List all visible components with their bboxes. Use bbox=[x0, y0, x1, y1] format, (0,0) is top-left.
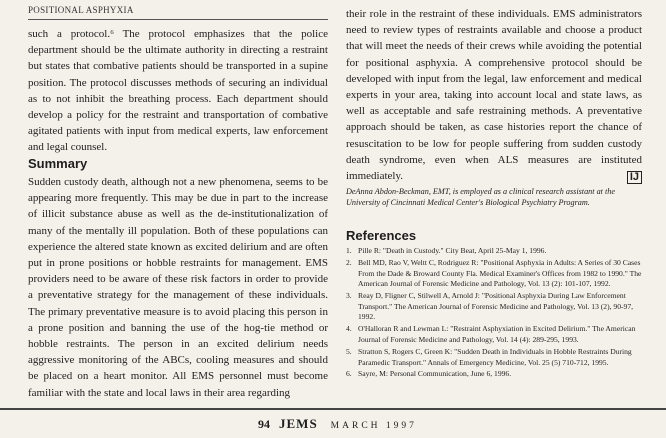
reference-number: 3. bbox=[346, 291, 352, 301]
issue-date: MARCH 1997 bbox=[330, 421, 417, 431]
end-of-article-mark: IJ bbox=[627, 171, 642, 184]
reference-number: 5. bbox=[346, 346, 352, 356]
continued-paragraph bbox=[346, 6, 642, 184]
reference-number: 6. bbox=[346, 369, 352, 379]
continued-paragraph-text: their role in the restraint of these individuals. EMS administrators need to review types of restraints available and choose a product that will meet the needs of their crews while avoiding the potential for positional asphyxia. A comprehensive protocol should be developed with input from the legal, law enforcement and medical experts in your area, taking into account local and state laws, as well as acceptable and safe restraining methods. A preventative approach should be taken, as case histories report the chance of resuscitation to be low for people suffering from sudden custody death syndrome, even when ALS measures are instituted immediately. bbox=[346, 8, 642, 183]
reference-number: 4. bbox=[346, 324, 352, 334]
reference-text: Bell MD, Rao V, Weltt C, Rodriguez R: "Positional Asphyxia in Adults: A Series of 30 Cases From the Dade & Broward County Fla. Medical Examiner's Offices from 1982 to 1990." The American Journal of Forensic Medicine and Pathology, Vol. 13 (2): 101-107, 1992. bbox=[358, 257, 642, 289]
reference-item bbox=[346, 258, 642, 290]
running-head: POSITIONAL ASPHYXIA bbox=[28, 5, 134, 15]
reference-item bbox=[346, 324, 642, 345]
reference-item bbox=[346, 347, 642, 368]
summary-paragraph: Sudden custody death, although not a new phenomena, seems to be appearing more frequently. This may be due in part to the increase of illicit substance abuse as well as the de-institutionalization of many of the mentally ill population. Both of these populations can experience the altered state known as excited delirium and are often put in prone positions or hobble restraints for management. EMS providers need to be aware of these risk factors in order to provide a preventative strategy for the management of these individuals. The primary preventative measure is to avoid placing this person in a prone position and banning the use of the hog-tie method or hobble restraints. The person in an excited delirium needs aggressive monitoring of the ABCs, cooling measures and should be placed on a heart monitor. All EMS personnel must become familiar with the state and local laws in their area regarding bbox=[28, 176, 328, 399]
summary-heading: Summary bbox=[28, 156, 88, 171]
reference-text: Pille R: "Death in Custody." City Beat, April 25-May 1, 1996. bbox=[358, 246, 547, 255]
reference-number: 2. bbox=[346, 257, 352, 267]
references-list bbox=[346, 246, 642, 381]
reference-item bbox=[346, 291, 642, 323]
intro-paragraph: such a protocol.⁶ The protocol emphasizes that the police department should be the ultimate authority in directing a restraint but states that combative patients should be transported in a supine position. The protocol discusses methods of securing an individual as to not inhibit the breathing process. Each department should develop a policy for the restraint and transportation of combative agitated patients with input from medical experts, law enforcement and legal counsel. bbox=[28, 28, 328, 154]
reference-item bbox=[346, 246, 642, 257]
reference-text: Reay D, Fligner C, Stilwell A, Arnold J: "Positional Asphyxia During Law Enforcement Transport." The American Journal of Forensic Medicine and Pathology, Vol. 13 (2), 90-97, 1992. bbox=[358, 291, 634, 322]
author-bio: DeAnna Abdon-Beckman, EMT, is employed as a clinical research assistant at the University of Cincinnati Medical Center's Biological Psychiatry Program. bbox=[346, 187, 615, 207]
reference-text: O'Halloran R and Lewman L: "Restraint Asphyxiation in Excited Delirium." The American Journal of Forensic Medicine and Pathology, Vol. 14 (4): 289-295, 1993. bbox=[358, 324, 636, 344]
footer-rule bbox=[0, 408, 666, 410]
reference-text: Sayre, M: Personal Communication, June 6, 1996. bbox=[358, 369, 512, 379]
reference-item bbox=[346, 369, 642, 380]
page-number: 94 bbox=[258, 417, 270, 431]
reference-text: Stratton S, Rogers C, Green K: "Sudden Death in Individuals in Hobble Restraints During Paramedic Transport." Annals of Emergency Medicine, Vol. 25 (5) 710-712, 1995. bbox=[358, 346, 632, 367]
magazine-name: JEMS bbox=[279, 416, 318, 431]
references-heading: References bbox=[346, 228, 417, 243]
reference-number: 1. bbox=[346, 246, 352, 255]
header-rule bbox=[28, 19, 328, 20]
page-footer bbox=[258, 416, 417, 432]
